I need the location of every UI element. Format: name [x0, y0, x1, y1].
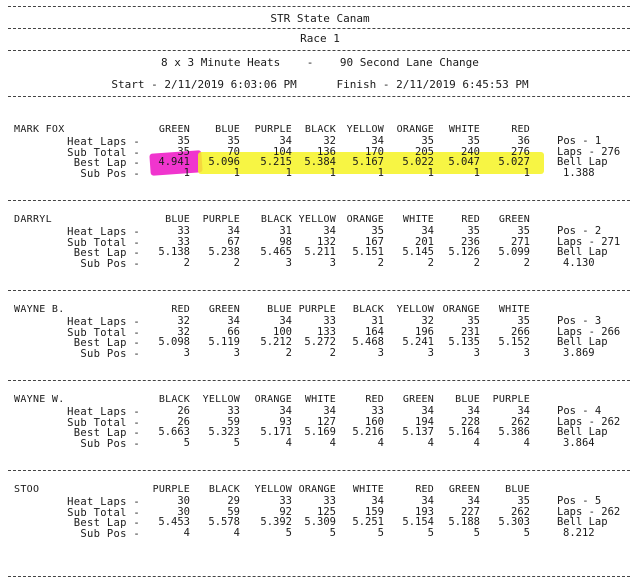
row-label-sub: Sub Total - — [67, 506, 140, 519]
lane-color-label: PURPLE — [152, 484, 190, 495]
cell-sub-pos: 4 — [329, 436, 336, 449]
row-label-best: Best Lap - — [73, 157, 140, 169]
cell-best-lap: 5.167 — [352, 156, 384, 168]
cell-sub-total: 133 — [317, 325, 336, 338]
cell-heat-laps: 34 — [227, 315, 240, 327]
cell-best-lap: 5.386 — [498, 426, 530, 438]
lane-color-label: GREEN — [498, 214, 530, 225]
cell-sub-total: 93 — [279, 415, 292, 428]
cell-heat-laps: 34 — [323, 405, 336, 417]
lane-color-label: RED — [415, 484, 434, 495]
lane-color-label: ORANGE — [396, 124, 434, 135]
cell-sub-pos: 3 — [473, 346, 480, 359]
lane-color-label: YELLOW — [396, 304, 434, 315]
lane-color-label: GREEN — [158, 124, 190, 135]
cell-best-lap: 5.251 — [352, 516, 384, 528]
lane-color-label: PURPLE — [254, 124, 292, 135]
cell-best-lap: 5.119 — [208, 336, 240, 348]
cell-sub-pos: 5 — [183, 436, 190, 449]
cell-heat-laps: 33 — [323, 315, 336, 327]
lane-color-label: BLUE — [165, 214, 190, 225]
cell-best-lap: 5.238 — [208, 246, 240, 258]
cell-sub-pos: 3 — [285, 256, 292, 269]
cell-best-lap: 5.096 — [208, 156, 240, 168]
divider — [8, 200, 630, 201]
lane-color-label: WHITE — [498, 304, 530, 315]
lane-color-label: ORANGE — [346, 214, 384, 225]
cell-sub-pos: 5 — [473, 526, 480, 539]
cell-best-lap: 5.303 — [498, 516, 530, 528]
cell-best-lap: 5.169 — [304, 426, 336, 438]
row-label-heat: Heat Laps - — [67, 406, 140, 418]
laps-summary: Laps - 262 — [557, 505, 621, 518]
cell-sub-total: 67 — [227, 235, 240, 248]
laps-summary: Laps - 271 — [557, 235, 621, 248]
bell-lap-value: 4.130 — [563, 256, 595, 269]
cell-sub-total: 167 — [365, 235, 384, 248]
cell-sub-pos: 3 — [183, 346, 190, 359]
position-summary: Pos - 1 — [557, 135, 602, 147]
cell-heat-laps: 34 — [421, 405, 434, 417]
cell-heat-laps: 34 — [421, 225, 434, 237]
cell-sub-total: 33 — [177, 235, 190, 248]
lane-color-label: RED — [171, 304, 190, 315]
divider — [8, 576, 630, 577]
cell-heat-laps: 36 — [517, 135, 530, 147]
cell-heat-laps: 34 — [279, 135, 292, 147]
cell-sub-pos: 4 — [285, 436, 292, 449]
lane-color-label: GREEN — [208, 304, 240, 315]
cell-heat-laps: 35 — [227, 135, 240, 147]
cell-best-lap: 5.137 — [402, 426, 434, 438]
cell-sub-total: 125 — [317, 505, 336, 518]
cell-best-lap: 5.211 — [304, 246, 336, 258]
lane-color-label: BLUE — [267, 304, 292, 315]
cell-heat-laps: 34 — [227, 225, 240, 237]
cell-heat-laps: 26 — [177, 405, 190, 417]
cell-heat-laps: 31 — [279, 225, 292, 237]
lane-color-label: GREEN — [402, 394, 434, 405]
lane-color-label: RED — [461, 214, 480, 225]
divider — [8, 96, 630, 97]
lane-color-label: WHITE — [402, 214, 434, 225]
divider — [8, 470, 630, 471]
cell-sub-total: 98 — [279, 235, 292, 248]
cell-heat-laps: 35 — [467, 315, 480, 327]
bell-lap-label: Bell Lap — [557, 516, 608, 528]
cell-heat-laps: 33 — [279, 495, 292, 507]
cell-sub-pos: 1 — [377, 166, 384, 179]
driver-block — [0, 484, 640, 550]
position-summary: Pos - 2 — [557, 225, 602, 237]
cell-sub-total: 201 — [415, 235, 434, 248]
cell-heat-laps: 35 — [517, 315, 530, 327]
cell-sub-total: 127 — [317, 415, 336, 428]
cell-sub-total: 59 — [227, 415, 240, 428]
driver-name: DARRYL — [14, 214, 52, 225]
divider — [8, 6, 630, 7]
cell-sub-pos: 3 — [329, 256, 336, 269]
cell-heat-laps: 34 — [371, 135, 384, 147]
cell-best-lap: 5.272 — [304, 336, 336, 348]
lane-color-label: WHITE — [352, 484, 384, 495]
cell-sub-total: 205 — [415, 145, 434, 158]
lane-color-label: BLACK — [158, 394, 190, 405]
event-title: STR State Canam — [270, 12, 370, 25]
cell-sub-pos: 1 — [427, 166, 434, 179]
cell-sub-pos: 5 — [427, 526, 434, 539]
cell-heat-laps: 35 — [421, 135, 434, 147]
cell-heat-laps: 35 — [467, 225, 480, 237]
lane-color-label: ORANGE — [442, 304, 480, 315]
lane-color-label: ORANGE — [254, 394, 292, 405]
row-label-best: Best Lap - — [73, 517, 140, 529]
cell-best-lap: 5.171 — [260, 426, 292, 438]
cell-sub-pos: 1 — [473, 166, 480, 179]
cell-best-lap: 5.135 — [448, 336, 480, 348]
lane-color-label: PURPLE — [202, 214, 240, 225]
lane-color-label: PURPLE — [492, 394, 530, 405]
cell-best-lap: 5.309 — [304, 516, 336, 528]
cell-heat-laps: 32 — [177, 315, 190, 327]
row-label-best: Best Lap - — [73, 337, 140, 349]
cell-heat-laps: 34 — [323, 225, 336, 237]
cell-best-lap: 5.027 — [498, 156, 530, 168]
cell-sub-pos: 2 — [473, 256, 480, 269]
row-label-pos: Sub Pos - — [80, 257, 140, 270]
driver-block — [0, 124, 640, 190]
cell-sub-pos: 4 — [427, 436, 434, 449]
cell-best-lap: 5.384 — [304, 156, 336, 168]
cell-sub-pos: 4 — [473, 436, 480, 449]
cell-sub-total: 92 — [279, 505, 292, 518]
driver-name: STOO — [14, 484, 40, 495]
cell-sub-total: 271 — [511, 235, 530, 248]
cell-sub-total: 35 — [177, 145, 190, 158]
cell-sub-total: 30 — [177, 505, 190, 518]
bell-lap-value: 1.388 — [563, 166, 595, 179]
lane-color-label: RED — [511, 124, 530, 135]
cell-sub-pos: 2 — [427, 256, 434, 269]
cell-best-lap: 5.098 — [158, 336, 190, 348]
cell-heat-laps: 35 — [517, 495, 530, 507]
lane-color-label: BLACK — [260, 214, 292, 225]
cell-heat-laps: 29 — [227, 495, 240, 507]
cell-sub-total: 59 — [227, 505, 240, 518]
cell-best-lap: 4.941 — [158, 156, 190, 168]
cell-sub-pos: 1 — [329, 166, 336, 179]
cell-sub-pos: 4 — [523, 436, 530, 449]
row-label-pos: Sub Pos - — [80, 527, 140, 540]
cell-heat-laps: 34 — [421, 495, 434, 507]
cell-sub-total: 227 — [461, 505, 480, 518]
lane-color-label: BLUE — [215, 124, 240, 135]
cell-sub-pos: 2 — [233, 256, 240, 269]
bell-lap-value: 3.864 — [563, 436, 595, 449]
cell-heat-laps: 33 — [227, 405, 240, 417]
lane-color-label: GREEN — [448, 484, 480, 495]
driver-name: MARK FOX — [14, 124, 65, 135]
cell-sub-total: 266 — [511, 325, 530, 338]
driver-block — [0, 394, 640, 460]
lane-color-label: PURPLE — [298, 304, 336, 315]
lane-color-label: BLUE — [505, 484, 530, 495]
row-label-heat: Heat Laps - — [67, 316, 140, 328]
laps-summary: Laps - 276 — [557, 145, 621, 158]
cell-sub-pos: 3 — [233, 346, 240, 359]
cell-sub-pos: 5 — [329, 526, 336, 539]
cell-sub-pos: 1 — [183, 166, 190, 179]
cell-sub-total: 132 — [317, 235, 336, 248]
cell-best-lap: 5.138 — [158, 246, 190, 258]
divider — [8, 50, 630, 51]
row-label-best: Best Lap - — [73, 247, 140, 259]
row-label-pos: Sub Pos - — [80, 167, 140, 180]
cell-best-lap: 5.099 — [498, 246, 530, 258]
cell-sub-pos: 2 — [285, 346, 292, 359]
bell-lap-value: 8.212 — [563, 526, 595, 539]
row-label-heat: Heat Laps - — [67, 496, 140, 508]
cell-heat-laps: 30 — [177, 495, 190, 507]
lane-color-label: RED — [365, 394, 384, 405]
cell-sub-total: 196 — [415, 325, 434, 338]
cell-heat-laps: 33 — [177, 225, 190, 237]
cell-best-lap: 5.465 — [260, 246, 292, 258]
cell-sub-total: 194 — [415, 415, 434, 428]
cell-sub-pos: 2 — [523, 256, 530, 269]
cell-best-lap: 5.453 — [158, 516, 190, 528]
cell-best-lap: 5.151 — [352, 246, 384, 258]
cell-sub-pos: 2 — [183, 256, 190, 269]
race-times: Start - 2/11/2019 6:03:06 PM Finish - 2/11/2019 6:45:53 PM — [111, 78, 529, 91]
cell-best-lap: 5.468 — [352, 336, 384, 348]
cell-heat-laps: 33 — [323, 495, 336, 507]
cell-sub-pos: 4 — [183, 526, 190, 539]
row-label-sub: Sub Total - — [67, 416, 140, 429]
bell-lap-label: Bell Lap — [557, 336, 608, 348]
driver-name: WAYNE B. — [14, 304, 65, 315]
cell-sub-pos: 3 — [523, 346, 530, 359]
cell-sub-total: 32 — [177, 325, 190, 338]
row-label-heat: Heat Laps - — [67, 226, 140, 238]
cell-sub-pos: 5 — [523, 526, 530, 539]
bell-lap-label: Bell Lap — [557, 426, 608, 438]
lane-color-label: BLUE — [455, 394, 480, 405]
laps-summary: Laps - 262 — [557, 415, 621, 428]
cell-best-lap: 5.241 — [402, 336, 434, 348]
cell-best-lap: 5.392 — [260, 516, 292, 528]
cell-sub-total: 262 — [511, 415, 530, 428]
divider — [8, 28, 630, 29]
lane-color-label: YELLOW — [298, 214, 336, 225]
cell-best-lap: 5.152 — [498, 336, 530, 348]
cell-best-lap: 5.047 — [448, 156, 480, 168]
cell-heat-laps: 31 — [371, 315, 384, 327]
lane-color-label: BLACK — [352, 304, 384, 315]
cell-best-lap: 5.578 — [208, 516, 240, 528]
cell-heat-laps: 34 — [279, 405, 292, 417]
cell-sub-total: 170 — [365, 145, 384, 158]
cell-sub-pos: 2 — [377, 256, 384, 269]
cell-sub-total: 193 — [415, 505, 434, 518]
bell-lap-label: Bell Lap — [557, 246, 608, 258]
driver-name: WAYNE W. — [14, 394, 65, 405]
row-label-heat: Heat Laps - — [67, 136, 140, 148]
cell-sub-pos: 4 — [377, 436, 384, 449]
cell-sub-total: 159 — [365, 505, 384, 518]
lane-color-label: YELLOW — [254, 484, 292, 495]
cell-best-lap: 5.145 — [402, 246, 434, 258]
lane-color-label: BLACK — [208, 484, 240, 495]
cell-sub-total: 136 — [317, 145, 336, 158]
cell-sub-pos: 1 — [523, 166, 530, 179]
cell-heat-laps: 33 — [371, 405, 384, 417]
cell-sub-pos: 5 — [285, 526, 292, 539]
cell-best-lap: 5.022 — [402, 156, 434, 168]
cell-sub-pos: 1 — [285, 166, 292, 179]
cell-sub-total: 240 — [461, 145, 480, 158]
row-label-pos: Sub Pos - — [80, 347, 140, 360]
cell-best-lap: 5.663 — [158, 426, 190, 438]
cell-best-lap: 5.164 — [448, 426, 480, 438]
row-label-best: Best Lap - — [73, 427, 140, 439]
cell-best-lap: 5.215 — [260, 156, 292, 168]
cell-sub-total: 262 — [511, 505, 530, 518]
bell-lap-value: 3.869 — [563, 346, 595, 359]
cell-sub-total: 66 — [227, 325, 240, 338]
cell-heat-laps: 35 — [467, 135, 480, 147]
cell-sub-total: 231 — [461, 325, 480, 338]
divider — [8, 380, 630, 381]
cell-sub-pos: 5 — [377, 526, 384, 539]
cell-best-lap: 5.216 — [352, 426, 384, 438]
cell-best-lap: 5.154 — [402, 516, 434, 528]
divider — [8, 290, 630, 291]
row-label-sub: Sub Total - — [67, 236, 140, 249]
cell-sub-total: 104 — [273, 145, 292, 158]
cell-sub-pos: 4 — [233, 526, 240, 539]
cell-sub-total: 228 — [461, 415, 480, 428]
lane-color-label: WHITE — [448, 124, 480, 135]
cell-sub-total: 164 — [365, 325, 384, 338]
position-summary: Pos - 3 — [557, 315, 602, 327]
bell-lap-label: Bell Lap — [557, 156, 608, 168]
cell-best-lap: 5.212 — [260, 336, 292, 348]
cell-sub-pos: 1 — [233, 166, 240, 179]
cell-heat-laps: 34 — [279, 315, 292, 327]
cell-sub-pos: 3 — [427, 346, 434, 359]
race-format: 8 x 3 Minute Heats - 90 Second Lane Change — [161, 56, 479, 69]
cell-heat-laps: 35 — [517, 225, 530, 237]
lane-color-label: BLACK — [304, 124, 336, 135]
cell-sub-pos: 3 — [377, 346, 384, 359]
cell-sub-total: 160 — [365, 415, 384, 428]
cell-heat-laps: 34 — [517, 405, 530, 417]
cell-heat-laps: 32 — [421, 315, 434, 327]
position-summary: Pos - 4 — [557, 405, 602, 417]
cell-sub-pos: 2 — [329, 346, 336, 359]
cell-sub-total: 26 — [177, 415, 190, 428]
cell-sub-total: 70 — [227, 145, 240, 158]
cell-sub-total: 236 — [461, 235, 480, 248]
driver-block — [0, 304, 640, 370]
cell-best-lap: 5.188 — [448, 516, 480, 528]
driver-block — [0, 214, 640, 280]
cell-best-lap: 5.323 — [208, 426, 240, 438]
row-label-sub: Sub Total - — [67, 146, 140, 159]
cell-sub-pos: 5 — [233, 436, 240, 449]
row-label-sub: Sub Total - — [67, 326, 140, 339]
lane-color-label: ORANGE — [298, 484, 336, 495]
cell-sub-total: 276 — [511, 145, 530, 158]
laps-summary: Laps - 266 — [557, 325, 621, 338]
row-label-pos: Sub Pos - — [80, 437, 140, 450]
cell-heat-laps: 32 — [323, 135, 336, 147]
cell-sub-total: 100 — [273, 325, 292, 338]
lane-color-label: WHITE — [304, 394, 336, 405]
lane-color-label: YELLOW — [346, 124, 384, 135]
cell-best-lap: 5.126 — [448, 246, 480, 258]
race-title: Race 1 — [300, 32, 340, 45]
cell-heat-laps: 35 — [371, 225, 384, 237]
cell-heat-laps: 34 — [371, 495, 384, 507]
lane-color-label: YELLOW — [202, 394, 240, 405]
cell-heat-laps: 34 — [467, 495, 480, 507]
position-summary: Pos - 5 — [557, 495, 602, 507]
cell-heat-laps: 35 — [177, 135, 190, 147]
cell-heat-laps: 34 — [467, 405, 480, 417]
